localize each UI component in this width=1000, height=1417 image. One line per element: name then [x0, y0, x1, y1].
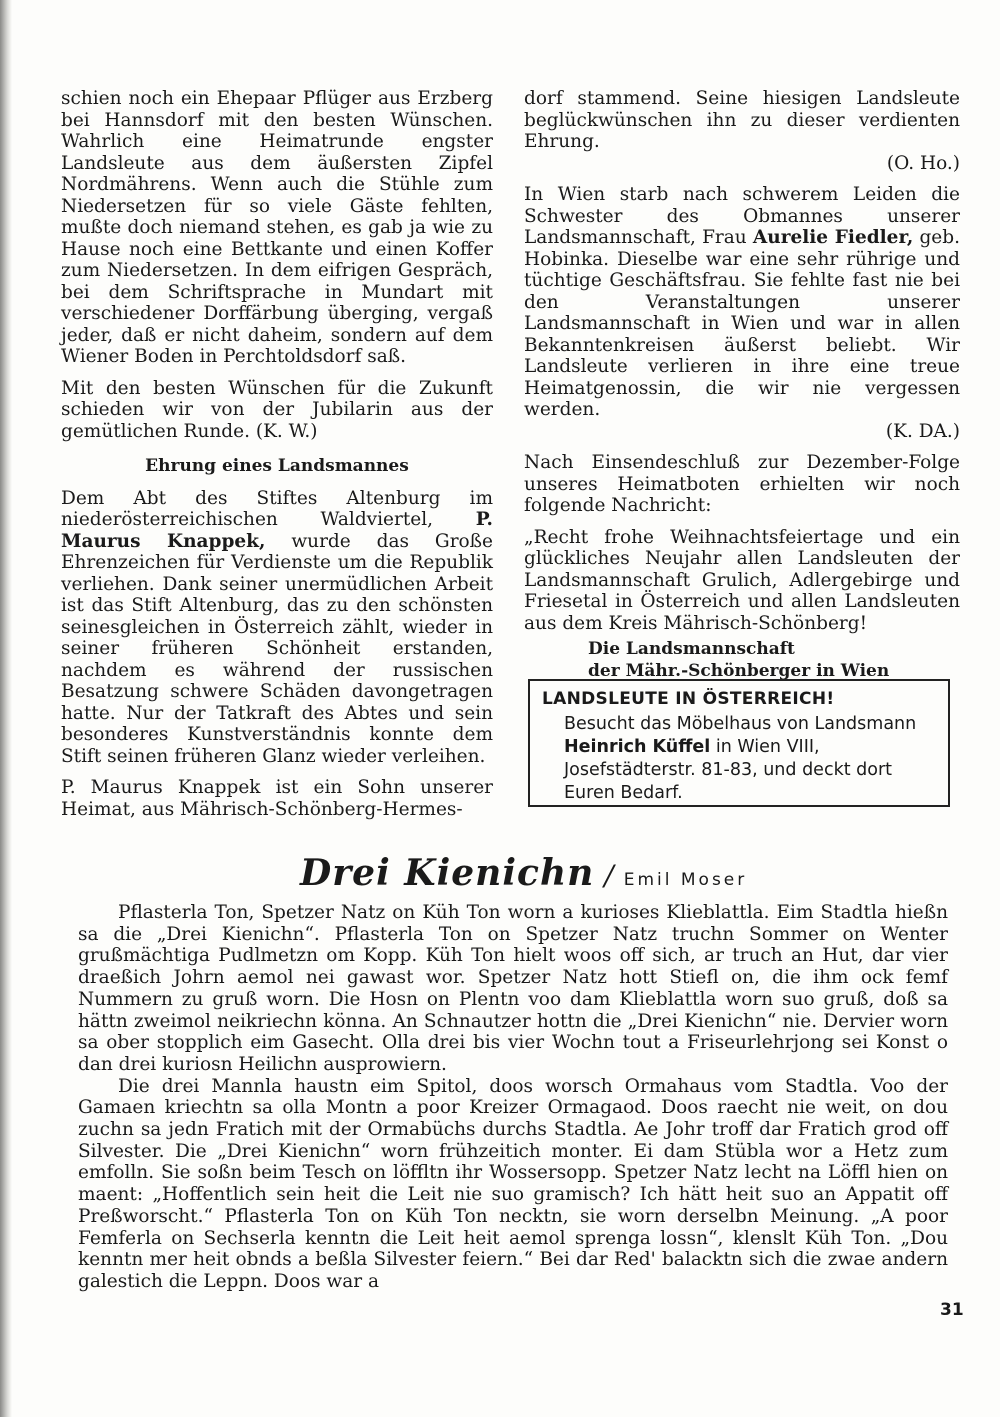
page-spine-shadow: [0, 0, 12, 1417]
text-span: dorf stammend. Seine hiesigen Landsleute beglückwünschen ihn zu dieser verdienten Ehrung.: [524, 88, 960, 152]
paragraph: schien noch ein Ehepaar Pflüger aus Erzberg bei Hannsdorf mit den besten Wünschen. Wahrlich eine Heimatrunde engster Landsleute aus dem äußersten Zipfel Nordmährens. Wenn auch die Stühle zum Niedersetzen für so viele Gäste fehlten, mußte doch niemand stehen, es gab ja wie zu Hause noch eine Bettkante und einen Koffer zum Niedersetzen. In dem eifrigen Gespräch, bei dem Schriftsprache in Mundart mit verschiedener Dorffärbung überging, vergaß jeder, daß er nicht daheim, sondern auf dem Wiener Boden in Perchtoldsdorf saß.: [61, 88, 493, 367]
text-span: geb. Hobinka. Dieselbe war eine sehr rührige und tüchtige Geschäftsfrau. Sie fehlte fast nie bei den Veranstaltungen unserer Landsmannschaft in Wien und war in allen Bekanntenkreisen äußerst beliebt. Wir Landsleute verlieren in ihre eine treue Heimatgenossin, die wir nie vergessen werden.: [524, 227, 960, 420]
closing-line: Die Landsmannschaft: [588, 639, 795, 659]
paragraph: Pflasterla Ton, Spetzer Natz on Küh Ton worn a kurioses Klieblattla. Eim Stadtla hießn sa die „Drei Kienichn“. Pflasterla Ton on Spetzer Natz truchn Sommer on Wenter grußmächtiga Pudlmetzn om Kopp. Küh Ton hielt woos off sich, ar truch an Hut, dar vier draeßich Johrn aemol nei gawast wor. Spetzer Natz hott Stiefl on, die ihm ock femf Nummern zu gruß worn. Die Hosn on Plentn voo dam Klieblattla worn suo gruß, doß sa hättn zweimol neikriechn könna. An Schnautzer hottn die „Drei Kienichn“ nie. Dervier worn sa ober stopplich eim Gasecht. Olla drei bis vier Wochn tout a Friseurlehrjong sei Konst o dan drei kuriosn Heilichn ausprowiern.: [78, 902, 948, 1075]
advertisement-box: [528, 679, 950, 807]
closing-line: der Mähr.-Schönberger in Wien: [588, 661, 890, 681]
paragraph: Mit den besten Wünschen für die Zukunft schieden wir von der Jubilarin aus der gemütlichen Runde. (K. W.): [61, 377, 493, 442]
signature: (O. Ho.): [886, 152, 960, 174]
right-column: [524, 88, 960, 682]
text-span: in Wien VIII, Josefstädterstr. 81-83, und deckt dort Euren Bedarf.: [564, 737, 892, 803]
story-author: Emil Moser: [623, 870, 748, 890]
story-header: [300, 852, 747, 894]
signature: (K. DA.): [885, 420, 960, 442]
closing-signature: [524, 638, 960, 682]
paragraph: „Recht frohe Weihnachtsfeiertage und ein glückliches Neujahr allen Landsleuten der Landsmannschaft Grulich, Adlergebirge und Friesetal in Österreich und allen Landsleuten aus dem Kreis Mährisch-Schönberg!: [524, 526, 960, 634]
left-column: [61, 88, 493, 830]
text-span: In Wien starb nach schwerem Leiden die Schwester des Obmannes unserer Landsmannschaft, Frau: [524, 184, 960, 248]
paragraph: [61, 488, 493, 768]
paragraph: Nach Einsendeschluß zur Dezember-Folge unseres Heimatboten erhielten wir noch folgende Nachricht:: [524, 452, 960, 516]
person-name: Aurelie Fiedler,: [752, 227, 914, 248]
ad-title: LANDSLEUTE IN ÖSTERREICH!: [542, 689, 835, 709]
text-span: Besucht das Möbelhaus von Landsmann: [564, 714, 917, 734]
page-number: 31: [940, 1300, 964, 1320]
person-name: P. Maurus Knappek,: [61, 509, 493, 552]
ad-text: [542, 713, 936, 805]
paragraph: [524, 184, 960, 442]
person-name: Heinrich Küffel: [564, 737, 711, 757]
story-title: Drei Kienichn: [300, 852, 595, 894]
title-separator: /: [604, 859, 614, 892]
text-span: wurde das Große Ehrenzeichen für Verdienste um die Republik verliehen. Dank seiner unermüdlichen Arbeit ist das Stift Altenburg, das zu den schönsten seinesgleichen in Österreich zählt, wieder in seiner früheren Schönheit erstanden, nachdem es während der russischen Besatzung schwere Schäden davongetragen hatte. Nur der Tatkraft des Abtes und sein besonderes Kunstverständnis konnte dem Stift seinen früheren Glanz wieder verleihen.: [61, 530, 493, 767]
paragraph: [524, 88, 960, 174]
story-body: [78, 902, 948, 1293]
text-span: Dem Abt des Stiftes Altenburg im niederösterreichischen Waldviertel,: [61, 487, 493, 530]
section-heading: Ehrung eines Landsmannes: [145, 456, 409, 476]
paragraph: Die drei Mannla haustn eim Spitol, doos worsch Ormahaus vom Stadtla. Voo der Gamaen kriechtn sa olla Montn a poor Kreizer Ormagaod. Doos raecht nie weit, on dou zuchn sa jedn Fratich mit der Ormabüchs durchs Stadtla. Ae Johr troff dar Fratich grod off Silvester. Die „Drei Kienichn“ worn frühzeitich monter. Ei dam Stübla wor a Hetz zum emfolln. Sie soßn beim Tesch on löffltn ihr Wossersopp. Spetzer Natz lecht na Löffl hien on maent: „Hoffentlich sein heit die Leit nie suo gramisch? Ich hätt heit suo an Appatit off Preßworscht.“ Pflasterla Ton on Küh Ton necktn, sie worn derselbn Meinung. „A poor Femferla on Sechserla kenntn die Leit heit aemol sprenga lossn“, klenslt Küh Ton. „Dou kenntn mer heit obnds a beßla Silvester feiern.“ Bei dar Red' balacktn sich die zwae andern galestich die Leppn. Doos war a: [78, 1075, 948, 1292]
paragraph: P. Maurus Knappek ist ein Sohn unserer Heimat, aus Mährisch-Schönberg-Hermes-: [61, 777, 493, 820]
